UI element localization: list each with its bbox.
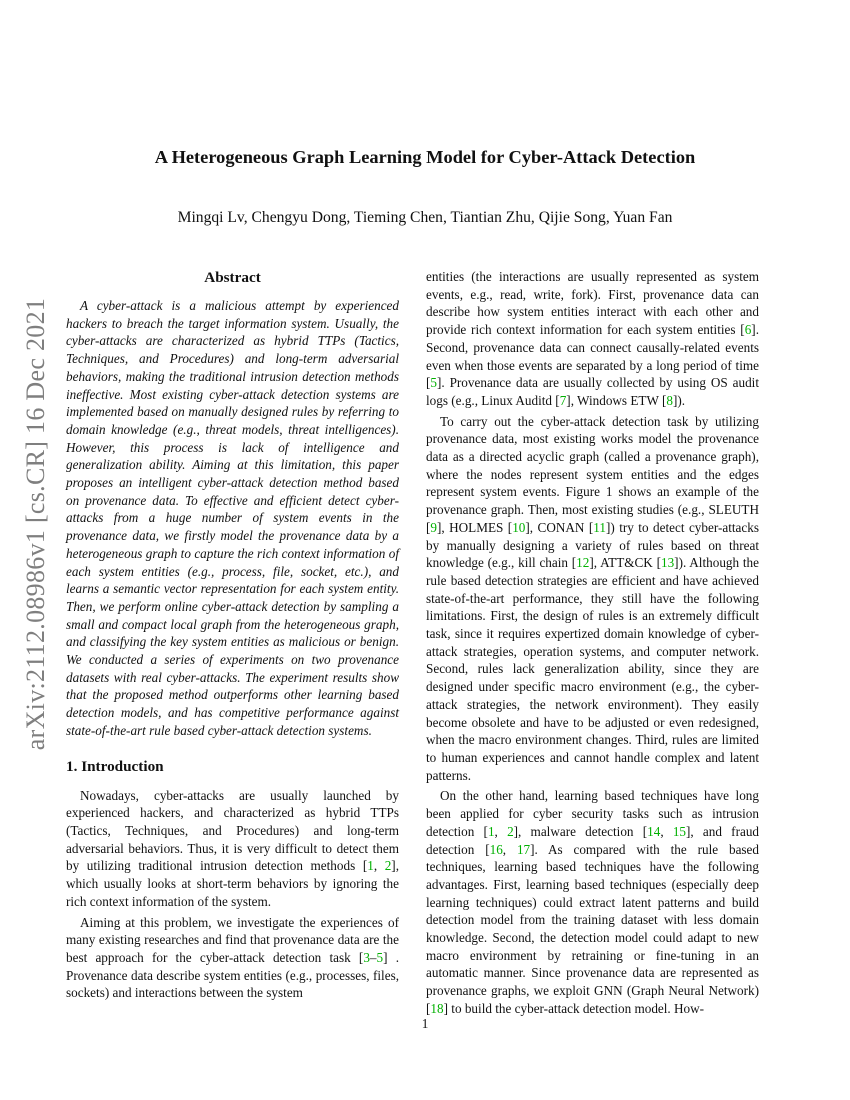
citation-link[interactable]: 12	[576, 555, 590, 571]
paper-title: A Heterogeneous Graph Learning Model for Cyber-Attack Detection	[154, 147, 696, 167]
arxiv-identifier-stamp	[6, 295, 66, 753]
citation-link[interactable]: 5	[376, 949, 384, 965]
arxiv-identifier-text: arXiv:2112.08986v1 [cs.CR] 16 Dec 2021	[21, 297, 50, 751]
citation-link[interactable]: 14	[647, 823, 661, 839]
citation-link[interactable]: 9	[430, 519, 437, 535]
citation-link[interactable]: 1	[367, 858, 374, 874]
citation-link[interactable]: 10	[512, 519, 526, 535]
citation-link[interactable]: 2	[384, 858, 392, 874]
right-column	[426, 268, 759, 1018]
citation-link[interactable]: 11	[593, 519, 606, 535]
author-list: Mingqi Lv, Chengyu Dong, Tieming Chen, Tiantian Zhu, Qijie Song, Yuan Fan	[177, 209, 673, 226]
citation-link[interactable]: 8	[666, 392, 673, 408]
citation-link[interactable]: 7	[559, 392, 567, 408]
citation-link[interactable]: 15	[672, 823, 687, 839]
left-column	[66, 268, 399, 1002]
abstract-heading: Abstract	[204, 269, 261, 286]
right-paragraph-2: To carry out the cyber-attack detection task by utilizing provenance data, most existing works model the provenance data as a directed acyclic graph (called a provenance graph), where the nodes represent system entities and the edges represent system events. Figure 1 shows an example of the provenance graph. Then, most existing studies (e.g., SLEUTH [9], HOLMES [10], CONAN [11]) try to detect cyber-attacks by manually designing a variety of rules based on threat knowledge (e.g., kill chain [12], ATT&CK [13]). Although the rule based detection strategies are efficient and have achieved state-of-the-art performance, they still have the following limitations. First, the design of rules is an extremely difficult task, since it requires expertized domain knowledge of cyber-attack strategies, operation systems, and computer network. Second, rules lack generalization ability, since they are designed under specific macro environment (e.g., the cyber-attack strategies, the network environment). They easily become obsolete and have to be adjusted or even redesigned, when the macro environment changes. Third, rules are limited to human experiences and cannot handle complex and latent patterns.	[426, 413, 759, 783]
citation-link[interactable]: 18	[430, 1000, 444, 1016]
intro-paragraph-2: Aiming at this problem, we investigate the experiences of many existing researches and find that provenance data are the best approach for the cyber-attack detection task [3–5] . Provenance data describe system entities (e.g., processes, files, sockets) and interactions between the system	[66, 914, 399, 1001]
right-paragraph-3: On the other hand, learning based techniques have long been applied for cyber security tasks such as intrusion detection [1, 2], malware detection [14, 15], and fraud detection [16, 17]. As compared with the rule based techniques, learning based techniques have the following advantages. First, learning based techniques (especially deep learning techniques) could extract latent patterns and build detection model from the training dataset with less domain knowledge. Second, the detection model could adapt to new macro environment by retraining or fine-tuning in an automatic manner. Since provenance data are represented as provenance graphs, we exploit GNN (Graph Neural Network) [18] to build the cyber-attack detection model. How-	[426, 788, 760, 1016]
right-paragraph-1: entities (the interactions are usually represented as system events, e.g., read, write, fork). First, provenance data can describe how system entities interact with each other and provide rich context information for each system entities [6]. Second, provenance data can connect causally-related events even when those events are separated by a long period of time [5]. Provenance data are usually collected by using OS audit logs (e.g., Linux Auditd [7], Windows ETW [8]).	[426, 269, 759, 408]
citation-link[interactable]: 3	[363, 949, 370, 965]
intro-paragraph-1: Nowadays, cyber-attacks are usually launched by experienced hackers, and characterized as hybrid TTPs (Tactics, Techniques, and Procedures) and long-term adversarial behaviors. Thus, it is very difficult to detect them by utilizing traditional intrusion detection methods [1, 2], which usually looks at short-term behaviors by ignoring the rich context information of the system.	[66, 787, 399, 909]
citation-link[interactable]: 17	[516, 841, 531, 857]
citation-link[interactable]: 1	[487, 823, 495, 839]
page-number: 1	[421, 1016, 429, 1031]
citation-link[interactable]: 16	[489, 841, 503, 857]
citation-link[interactable]: 5	[430, 375, 437, 391]
abstract-text: A cyber-attack is a malicious attempt by experienced hackers to breach the target information system. Usually, the cyber-attacks are characterized as hybrid TTPs (Tactics, Techniques, and Procedures) and long-term adversarial behaviors, making the traditional intrusion detection methods ineffective. Most existing cyber-attack detection systems are implemented based on manually designed rules by referring to domain knowledge (e.g., threat models, threat intelligences). However, this process is lack of intelligence and generalization ability. Aiming at this limitation, this paper proposes an intelligent cyber-attack detection method based on provenance data. To effective and efficient detect cyber-attacks from a huge number of system events in the provenance data, we firstly model the provenance data by a heterogeneous graph to capture the rich context information of each system entities (e.g., process, file, socket, etc.), and learns a semantic vector representation for each system entity. Then, we perform online cyber-attack detection by sampling a small and compact local graph from the heterogeneous graph, and classifying the key system entities as malicious or benign. We conducted a series of experiments on two provenance datasets with real cyber-attacks. The experiment results show that the proposed method outperforms other learning based detection models, and has competitive performance against state-of-the-art rule based cyber-attack detection systems.	[66, 298, 399, 738]
introduction-heading: 1. Introduction	[66, 757, 164, 775]
citation-link[interactable]: 2	[507, 823, 514, 839]
citation-link[interactable]: 6	[744, 322, 752, 338]
citation-link[interactable]: 13	[660, 555, 675, 571]
